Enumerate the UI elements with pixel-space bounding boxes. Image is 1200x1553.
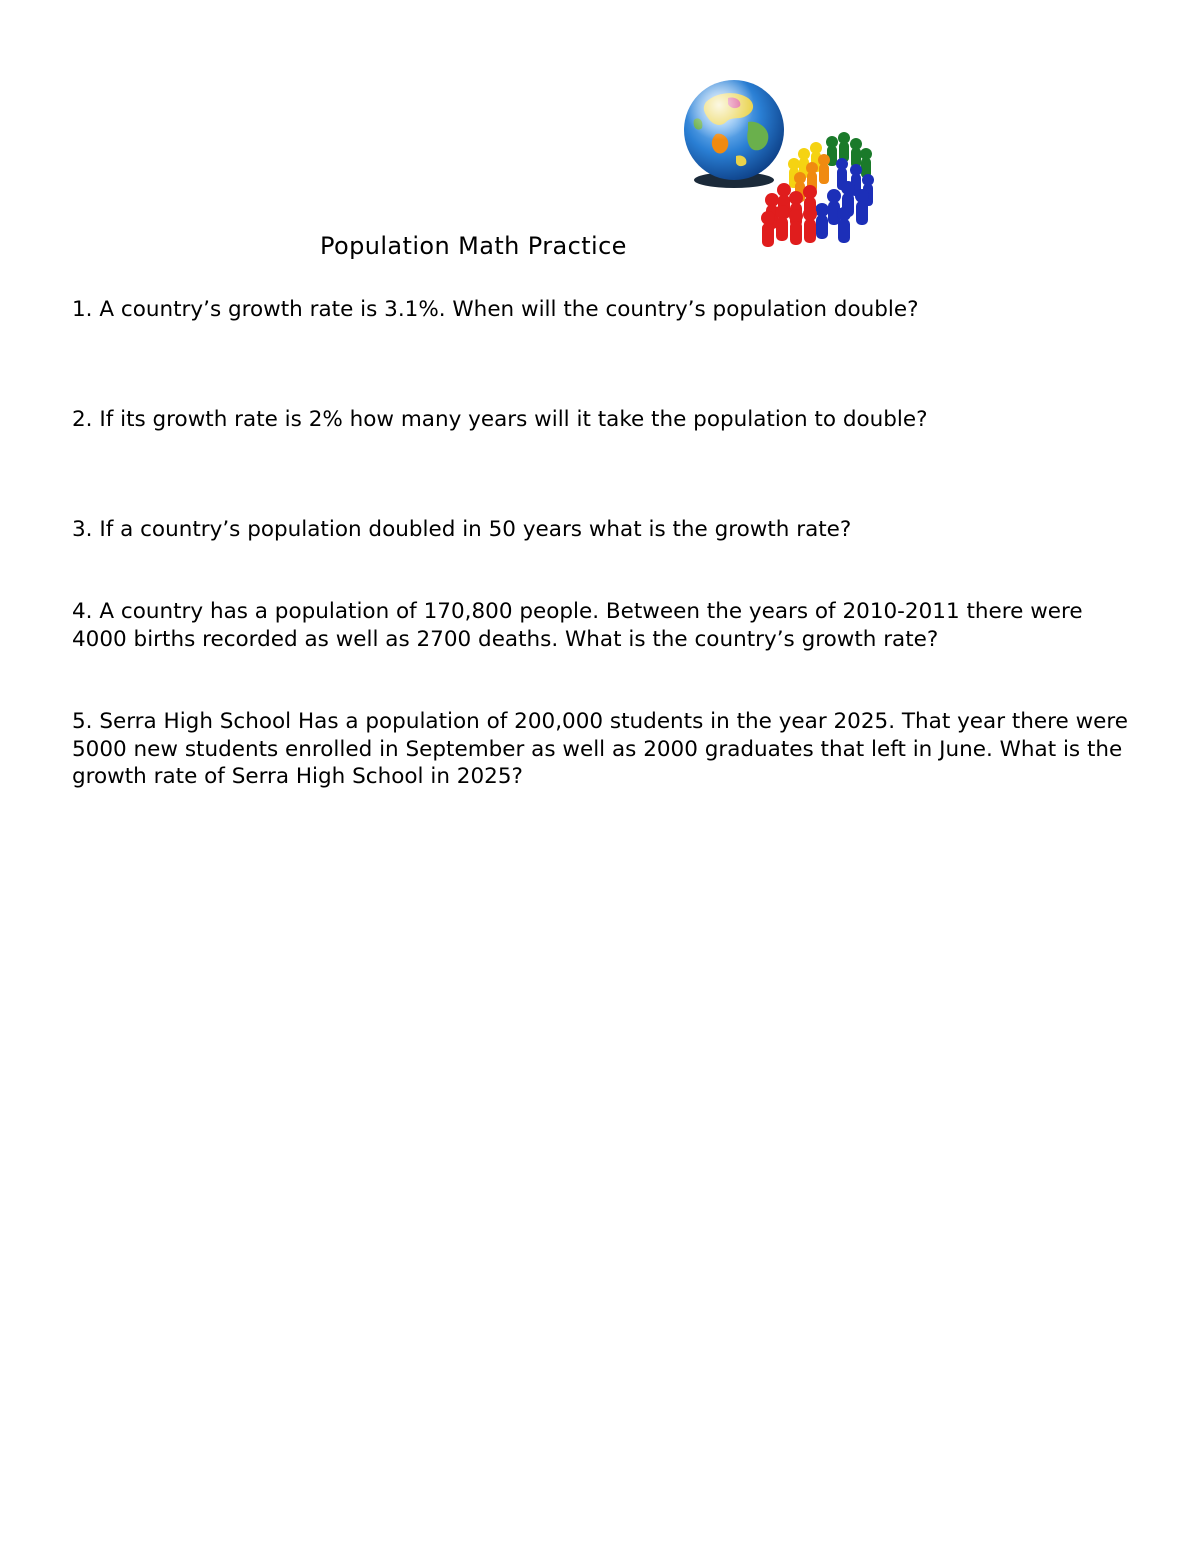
question-3: 3. If a country’s population doubled in 50 years what is the growth rate? — [72, 517, 852, 542]
question-4: 4. A country has a population of 170,800 people. Between the years of 2010-2011 there were 4000 births recorded as well as 2700 deaths. What is the country’s growth rate? — [72, 599, 1083, 652]
question-2: 2. If its growth rate is 2% how many years will it take the population to double? — [72, 407, 928, 432]
question-5: 5. Serra High School Has a population of 200,000 students in the year 2025. That year there were 5000 new students enrolled in September as well as 2000 graduates that left in June. What is the growth rate of Serra High School in 2025? — [72, 709, 1128, 789]
page-title: Population Math Practice — [320, 232, 627, 260]
globe-with-people-figures-icon — [676, 72, 888, 258]
question-1: 1. A country’s growth rate is 3.1%. When will the country’s population double? — [72, 297, 919, 322]
